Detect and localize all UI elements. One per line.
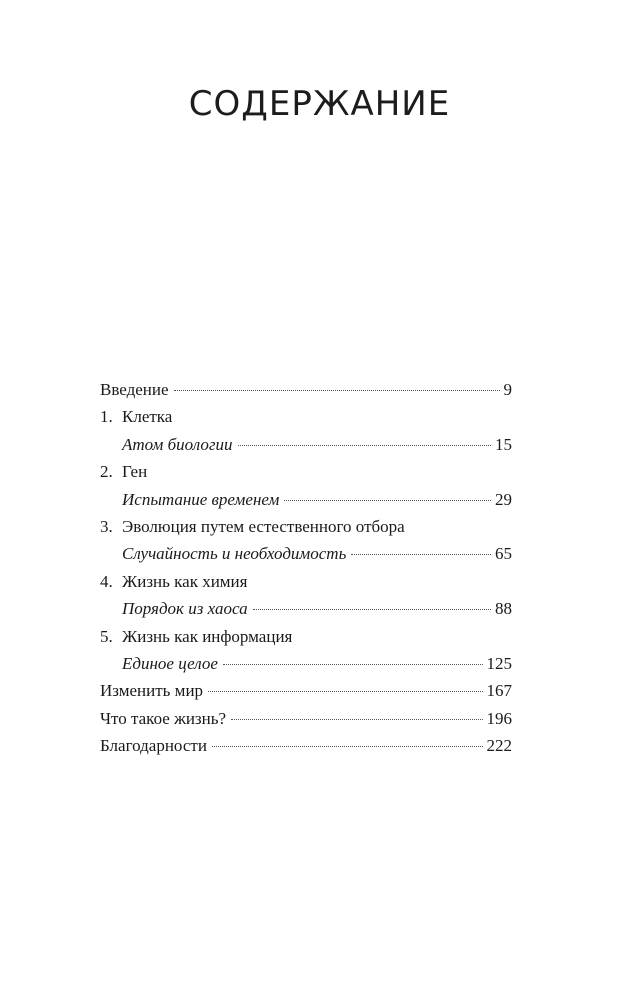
chapter-title: Жизнь как химия — [122, 571, 248, 591]
toc-entry-label: Изменить мир — [100, 681, 204, 701]
toc-page-number: 9 — [503, 380, 512, 399]
dot-leader — [238, 445, 492, 446]
dot-leader — [351, 554, 491, 555]
dot-leader — [212, 746, 483, 747]
chapter-number: 4. — [100, 571, 113, 591]
toc-subtitle-5[interactable] — [100, 650, 512, 677]
chapter-number: 1. — [100, 407, 113, 427]
toc-chapter-5[interactable] — [100, 623, 512, 650]
chapter-subtitle: Атом биологии — [122, 434, 233, 454]
table-of-contents — [100, 376, 512, 759]
toc-entry-change-world[interactable] — [100, 677, 512, 704]
dot-leader — [208, 691, 482, 692]
page-title: СОДЕРЖАНИЕ — [188, 84, 451, 124]
chapter-title: Клетка — [122, 407, 173, 427]
toc-subtitle-4[interactable] — [100, 595, 512, 622]
toc-entry-intro[interactable] — [100, 376, 512, 403]
toc-subtitle-2[interactable] — [100, 486, 512, 513]
toc-page-number: 65 — [495, 544, 512, 564]
toc-subtitle-1[interactable] — [100, 431, 512, 458]
toc-page-number: 29 — [495, 489, 512, 509]
chapter-subtitle: Порядок из хаоса — [122, 599, 248, 619]
toc-entry-label: Благодарности — [100, 736, 207, 756]
toc-chapter-3[interactable] — [100, 513, 512, 540]
toc-page-number: 88 — [495, 599, 512, 619]
chapter-subtitle: Испытание временем — [122, 489, 280, 509]
chapter-title: Жизнь как информация — [122, 626, 293, 646]
toc-entry-what-is-life[interactable] — [100, 705, 512, 732]
toc-chapter-4[interactable] — [100, 568, 512, 595]
dot-leader — [231, 719, 482, 720]
toc-chapter-1[interactable] — [100, 403, 512, 430]
toc-page-number: 15 — [495, 434, 512, 454]
toc-chapter-2[interactable] — [100, 458, 512, 485]
chapter-title: Эволюция путем естественного отбора — [122, 516, 405, 536]
dot-leader — [223, 664, 483, 665]
chapter-subtitle: Единое целое — [122, 653, 218, 673]
toc-entry-acknowledgements[interactable] — [100, 732, 512, 759]
dot-leader — [253, 609, 491, 610]
dot-leader — [284, 500, 491, 501]
chapter-number: 2. — [100, 462, 113, 482]
chapter-number: 5. — [100, 626, 113, 646]
chapter-number: 3. — [100, 516, 113, 536]
toc-page-number: 196 — [486, 708, 512, 728]
dot-leader — [174, 390, 500, 391]
toc-page-number: 167 — [486, 681, 512, 701]
toc-entry-label: Что такое жизнь? — [100, 708, 227, 728]
chapter-subtitle: Случайность и необходимость — [122, 544, 347, 564]
toc-page-number: 222 — [486, 736, 512, 756]
chapter-title: Ген — [122, 462, 148, 482]
toc-subtitle-3[interactable] — [100, 540, 512, 567]
toc-entry-label: Введение — [100, 380, 169, 399]
toc-page-number: 125 — [486, 653, 512, 673]
